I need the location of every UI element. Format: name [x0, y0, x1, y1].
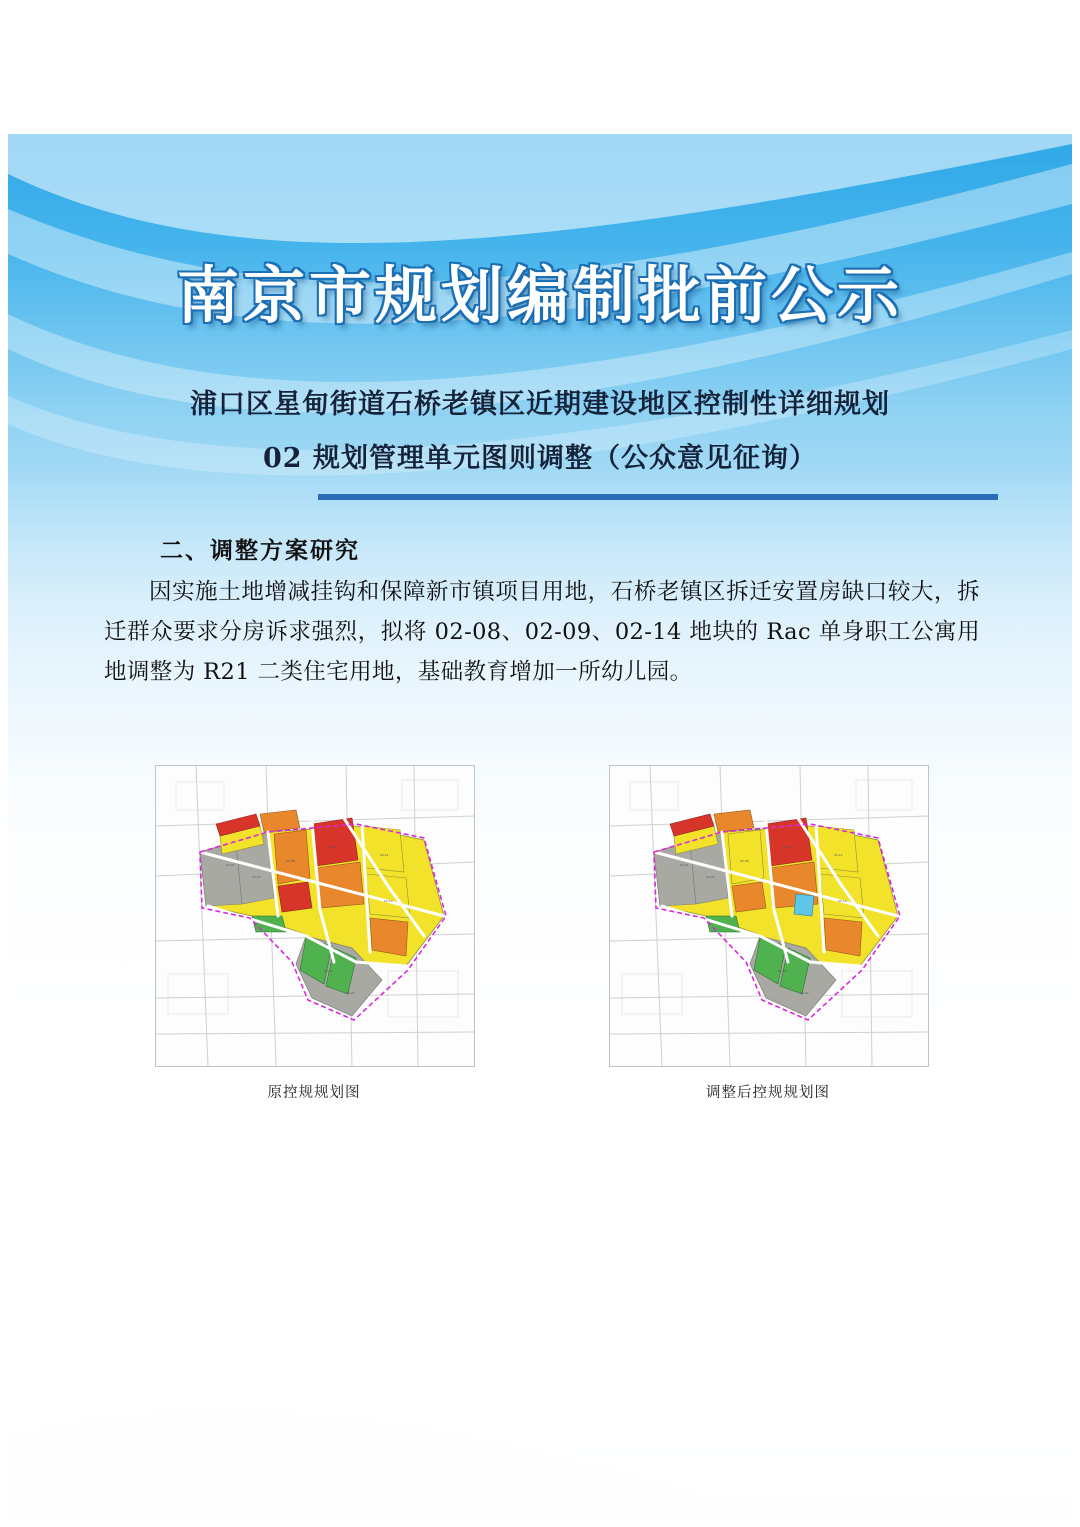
figure-caption-original: 原控规规划图: [267, 1085, 361, 1101]
title-divider: [318, 494, 998, 500]
svg-text:02-20: 02-20: [778, 969, 787, 973]
figure-caption-adjusted: 调整后控规规划图: [706, 1085, 830, 1101]
svg-text:02-20: 02-20: [324, 969, 333, 973]
subtitle-line-2: 02 规划管理单元图则调整（公众意见征询）: [263, 443, 817, 474]
svg-text:02-22: 02-22: [800, 991, 809, 995]
svg-text:02-22: 02-22: [346, 991, 355, 995]
svg-text:02-11: 02-11: [834, 853, 843, 857]
svg-text:02-09: 02-09: [782, 845, 791, 849]
svg-text:02-09: 02-09: [328, 845, 337, 849]
svg-text:02-08: 02-08: [740, 859, 749, 863]
svg-text:02-11: 02-11: [380, 853, 389, 857]
subtitle-line-1: 浦口区星甸街道石桥老镇区近期建设地区控制性详细规划: [190, 389, 890, 420]
figure-row: [155, 765, 927, 1102]
svg-text:02-01: 02-01: [680, 863, 689, 867]
svg-text:02-14: 02-14: [384, 899, 393, 903]
svg-text:02-01: 02-01: [226, 863, 235, 867]
page-title: 南京市规划编制批前公示: [176, 259, 903, 332]
page-subtitle: [110, 378, 970, 486]
figure-original-plan: [155, 765, 473, 1102]
svg-text:02-02: 02-02: [252, 875, 261, 879]
map-image-original: [155, 765, 475, 1067]
map-image-adjusted: [609, 765, 929, 1067]
svg-text:02-14: 02-14: [838, 899, 847, 903]
section-heading: 二、调整方案研究: [160, 537, 360, 564]
svg-text:02-08: 02-08: [286, 859, 295, 863]
body-paragraph: 因实施土地增减挂钩和保障新市镇项目用地，石桥老镇区拆迁安置房缺口较大，拆迁群众要求分房诉求强烈，拟将 02-08、02-09、02-14 地块的 Rac 单身职工公寓用地调整为 R21 二类住宅用地，基础教育增加一所幼儿园。: [104, 579, 980, 685]
figure-adjusted-plan: [609, 765, 927, 1102]
svg-text:02-02: 02-02: [706, 875, 715, 879]
